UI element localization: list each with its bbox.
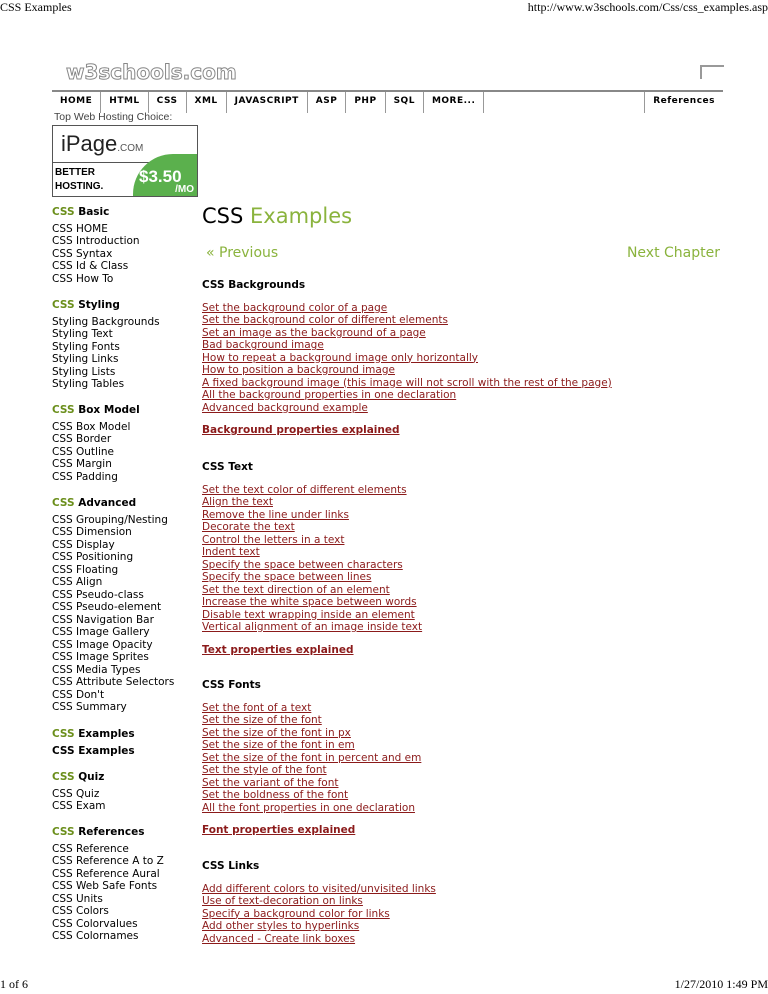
corner-decoration	[700, 65, 724, 79]
example-link[interactable]: Set the style of the font	[202, 764, 327, 776]
example-link[interactable]: Set the size of the font	[202, 714, 322, 726]
sidebar-item[interactable]: CSS How To	[52, 272, 114, 285]
sidebar-heading-prefix: CSS	[52, 404, 75, 416]
sidebar-heading	[52, 299, 160, 312]
sidebar-heading-prefix: CSS	[52, 826, 75, 838]
example-link[interactable]: Advanced - Create link boxes	[202, 932, 356, 945]
sidebar-item[interactable]: CSS Web Safe Fonts	[52, 880, 158, 892]
nav-item-javascript[interactable]: JAVASCRIPT	[227, 92, 308, 113]
title-prefix: CSS	[202, 204, 244, 228]
example-link[interactable]: All the background properties in one declaration	[202, 389, 457, 401]
ad-brand-suffix: .COM	[117, 143, 144, 154]
sidebar-heading	[52, 826, 164, 839]
sidebar-item[interactable]: CSS Summary	[52, 701, 127, 713]
sidebar-heading	[52, 728, 135, 741]
sidebar-heading-prefix: CSS	[52, 728, 75, 740]
example-link[interactable]: Set the background color of a page	[202, 301, 388, 314]
section-heading: CSS Text	[202, 461, 253, 473]
example-link[interactable]: Specify the space between lines	[202, 571, 372, 583]
section-heading: CSS Fonts	[202, 679, 261, 691]
sidebar-item[interactable]: CSS Pseudo-class	[52, 588, 144, 601]
top-navigation	[52, 90, 723, 113]
example-link[interactable]: Increase the white space between words	[202, 596, 417, 608]
sidebar-item[interactable]: CSS Quiz	[52, 787, 100, 800]
sidebar-heading	[52, 771, 106, 784]
example-link[interactable]: How to repeat a background image only horizontally	[202, 351, 478, 364]
sidebar-heading-prefix: CSS	[52, 497, 75, 509]
example-link[interactable]: Disable text wrapping inside an element	[202, 608, 415, 621]
sidebar-item[interactable]: CSS Border	[52, 433, 112, 445]
example-link[interactable]: Add different colors to visited/unvisited links	[202, 882, 436, 895]
nav-item-php[interactable]: PHP	[346, 92, 385, 113]
print-footer-datetime: 1/27/2010 1:49 PM	[674, 977, 768, 991]
next-chapter-link[interactable]: Next Chapter	[626, 245, 720, 261]
sidebar-item[interactable]: CSS Id & Class	[52, 260, 129, 272]
nav-item-html[interactable]: HTML	[101, 92, 148, 113]
example-link[interactable]: Indent text	[202, 546, 260, 558]
sidebar-heading-title: References	[78, 826, 145, 838]
sidebar-heading	[52, 497, 174, 510]
sidebar-item[interactable]: CSS Reference	[52, 842, 129, 855]
example-link[interactable]: Add other styles to hyperlinks	[202, 920, 360, 932]
print-header-url: http://www.w3schools.com/Css/css_examples.asp	[527, 0, 768, 14]
sidebar-group	[52, 299, 160, 391]
nav-item-more[interactable]: MORE...	[424, 92, 484, 113]
sidebar-item[interactable]: Styling Tables	[52, 378, 125, 390]
properties-explained-link[interactable]: Font properties explained	[202, 824, 356, 836]
properties-explained-link[interactable]: Text properties explained	[202, 643, 354, 656]
sidebar-item[interactable]: Styling Lists	[52, 365, 116, 378]
nav-item-css[interactable]: CSS	[149, 92, 187, 113]
section-heading: CSS Backgrounds	[202, 279, 306, 291]
sidebar-item[interactable]: CSS Outline	[52, 445, 114, 458]
sidebar-heading	[52, 404, 140, 417]
example-link[interactable]: Control the letters in a text	[202, 533, 345, 546]
sidebar-item[interactable]: Styling Links	[52, 353, 119, 365]
sidebar-item[interactable]: Styling Fonts	[52, 340, 120, 353]
sidebar-heading-prefix: CSS	[52, 299, 75, 311]
ad-per: /MO	[175, 184, 194, 195]
example-link[interactable]: Set the text direction of an element	[202, 583, 390, 596]
sidebar-item[interactable]: CSS Image Opacity	[52, 638, 153, 651]
sidebar-heading-prefix: CSS	[52, 206, 75, 218]
sidebar-heading-title: Styling	[78, 299, 120, 311]
sidebar-item[interactable]: Styling Text	[52, 328, 113, 340]
sidebar-heading-title: Examples	[78, 728, 135, 740]
sidebar-item[interactable]: CSS Syntax	[52, 247, 113, 260]
ad-caption: Top Web Hosting Choice:	[54, 111, 173, 123]
example-link[interactable]: Set the boldness of the font	[202, 789, 349, 801]
sidebar-item[interactable]: CSS Colors	[52, 905, 109, 917]
sidebar-heading-title: Box Model	[78, 404, 140, 416]
sidebar-group	[52, 206, 140, 285]
sidebar-group	[52, 826, 164, 943]
sidebar-heading	[52, 206, 140, 219]
sidebar-item[interactable]: CSS Padding	[52, 470, 118, 483]
sidebar-group	[52, 728, 135, 757]
print-footer-page: 1 of 6	[0, 977, 28, 991]
page-title	[202, 204, 352, 228]
section	[202, 461, 422, 656]
example-link[interactable]: Use of text-decoration on links	[202, 895, 363, 907]
ad-tagline-2: HOSTING.	[55, 181, 104, 192]
sidebar-item[interactable]: CSS Examples	[52, 744, 135, 757]
sidebar-heading-prefix: CSS	[52, 771, 75, 783]
example-link[interactable]: Set the size of the font in percent and em	[202, 751, 422, 764]
sidebar-group	[52, 404, 140, 483]
nav-item-home[interactable]: HOME	[52, 92, 101, 113]
sidebar-item[interactable]: CSS Display	[52, 538, 115, 551]
sidebar-item[interactable]: CSS Media Types	[52, 663, 141, 676]
print-header-title: CSS Examples	[0, 0, 72, 14]
nav-item-xml[interactable]: XML	[187, 92, 227, 113]
sidebar-item[interactable]: CSS Colorvalues	[52, 917, 138, 930]
sidebar-item[interactable]: CSS Attribute Selectors	[52, 676, 175, 688]
example-link[interactable]: Vertical alignment of an image inside text	[202, 621, 423, 633]
example-link[interactable]: Bad background image	[202, 339, 324, 351]
sidebar-item[interactable]: CSS Grouping/Nesting	[52, 513, 168, 526]
sidebar-item[interactable]: CSS Image Gallery	[52, 626, 150, 638]
sidebar-item[interactable]: CSS Dimension	[52, 526, 132, 538]
example-link[interactable]: Set the variant of the font	[202, 776, 339, 789]
example-link[interactable]: Remove the line under links	[202, 508, 349, 521]
example-link[interactable]: Set the background color of different elements	[202, 314, 448, 326]
example-link[interactable]: Specify the space between characters	[202, 558, 403, 571]
sidebar-item[interactable]: CSS Colornames	[52, 930, 139, 942]
nav-item-references[interactable]: References	[644, 92, 723, 113]
sidebar-item[interactable]: CSS Reference Aural	[52, 867, 160, 880]
sidebar-item[interactable]: CSS Reference A to Z	[52, 855, 164, 867]
ipage-ad-banner[interactable]	[52, 125, 198, 197]
example-link[interactable]: Align the text	[202, 496, 273, 508]
example-link[interactable]: Advanced background example	[202, 401, 368, 414]
ad-tagline-1: BETTER	[55, 167, 95, 178]
example-link[interactable]: Set the size of the font in px	[202, 726, 351, 739]
ad-price: $3.50	[139, 167, 182, 186]
sidebar-group	[52, 771, 106, 813]
example-link[interactable]: Set an image as the background of a page	[202, 326, 426, 339]
sidebar-item[interactable]: Styling Backgrounds	[52, 315, 160, 328]
ad-brand: iPage	[61, 131, 118, 156]
example-link[interactable]: A fixed background image (this image will not scroll with the rest of the page)	[202, 376, 612, 389]
section	[202, 860, 436, 945]
sidebar-item[interactable]: CSS Exam	[52, 800, 106, 812]
example-link[interactable]: All the font properties in one declaration	[202, 801, 415, 814]
w3schools-logo[interactable]: w3schools.com	[66, 60, 237, 84]
sidebar-item[interactable]: CSS Navigation Bar	[52, 613, 154, 626]
example-link[interactable]: Decorate the text	[202, 521, 295, 533]
sidebar-item[interactable]: CSS Align	[52, 576, 103, 588]
sidebar-item[interactable]: CSS Floating	[52, 563, 119, 576]
section	[202, 679, 421, 837]
sidebar-heading-title: Quiz	[78, 771, 105, 783]
example-link[interactable]: Set the font of a text	[202, 701, 312, 714]
example-link[interactable]: How to position a background image	[202, 364, 395, 376]
example-link[interactable]: Set the size of the font in em	[202, 739, 355, 751]
sidebar-group	[52, 497, 174, 714]
section-heading: CSS Links	[202, 860, 260, 872]
title-main: Examples	[250, 204, 353, 228]
sidebar-item[interactable]: CSS Image Sprites	[52, 651, 149, 663]
example-link[interactable]: Set the text color of different elements	[202, 483, 407, 496]
example-link[interactable]: Specify a background color for links	[202, 907, 390, 920]
sidebar-heading-title: Basic	[78, 206, 110, 218]
sidebar-item[interactable]: CSS Introduction	[52, 235, 140, 247]
sidebar-item[interactable]: CSS Units	[52, 892, 103, 905]
sidebar-item[interactable]: CSS Margin	[52, 458, 112, 470]
previous-link[interactable]: « Previous	[206, 245, 279, 261]
nav-item-asp[interactable]: ASP	[308, 92, 347, 113]
section	[202, 279, 612, 437]
sidebar-item[interactable]: CSS Positioning	[52, 551, 134, 563]
sidebar-item[interactable]: CSS Box Model	[52, 420, 131, 433]
nav-item-sql[interactable]: SQL	[386, 92, 424, 113]
sidebar-item[interactable]: CSS HOME	[52, 222, 108, 235]
sidebar-item[interactable]: CSS Pseudo-element	[52, 601, 162, 613]
sidebar-item[interactable]: CSS Don't	[52, 688, 105, 701]
sidebar-heading-title: Advanced	[78, 497, 137, 509]
properties-explained-link[interactable]: Background properties explained	[202, 424, 400, 436]
